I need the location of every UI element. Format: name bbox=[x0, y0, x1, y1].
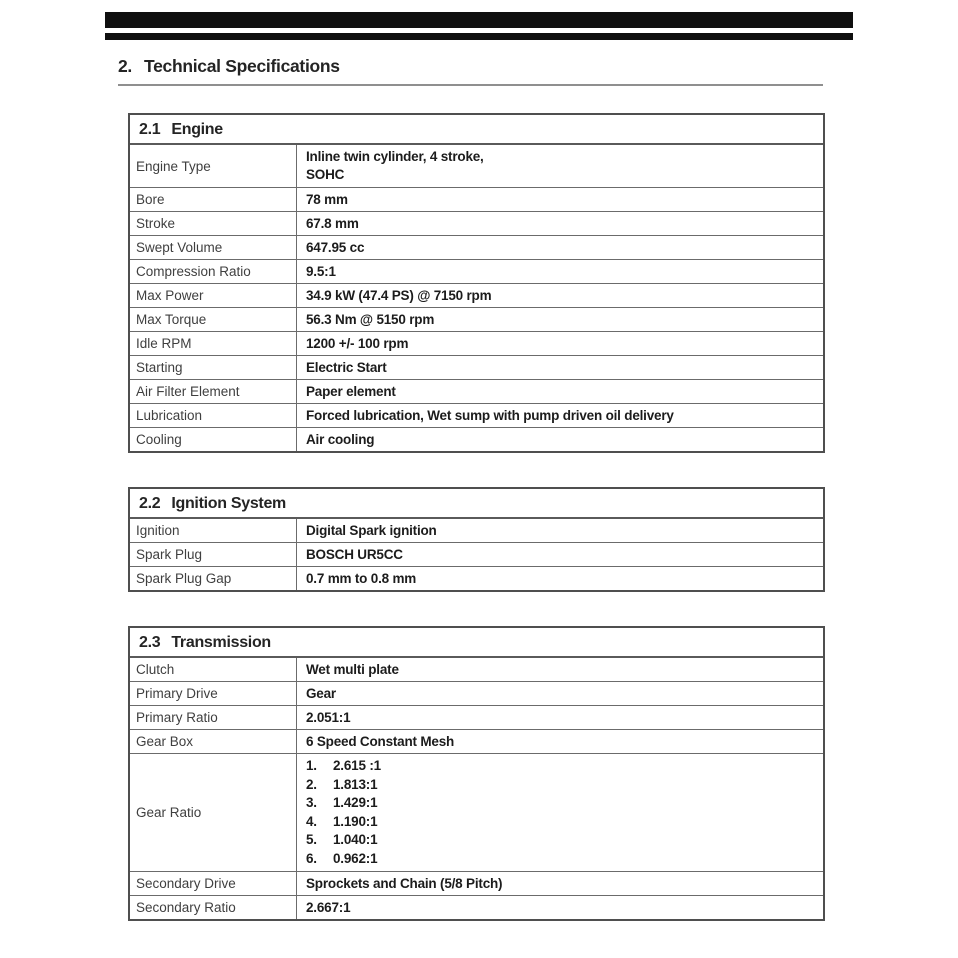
spec-row bbox=[130, 355, 823, 379]
spec-label: Secondary Drive bbox=[130, 872, 297, 895]
spec-table-engine bbox=[128, 113, 825, 453]
table-title-text: Engine bbox=[171, 121, 223, 138]
spec-row bbox=[130, 895, 823, 919]
spec-value: Sprockets and Chain (5/8 Pitch) bbox=[306, 876, 503, 891]
spec-value-line: SOHC bbox=[306, 167, 345, 182]
top-divider-bar-thick bbox=[105, 12, 853, 28]
spec-row bbox=[130, 658, 823, 681]
spec-value: Air cooling bbox=[306, 432, 375, 447]
spec-value: Wet multi plate bbox=[306, 662, 399, 677]
spec-label: Air Filter Element bbox=[130, 380, 297, 403]
page-title-text: Technical Specifications bbox=[144, 56, 340, 76]
spec-label: Bore bbox=[130, 188, 297, 211]
spec-label: Spark Plug bbox=[130, 543, 297, 566]
spec-value: 9.5:1 bbox=[306, 264, 336, 279]
spec-label: Compression Ratio bbox=[130, 260, 297, 283]
gear-ratio-value: 1.040:1 bbox=[333, 832, 378, 847]
gear-ratio-line bbox=[306, 757, 814, 776]
spec-row bbox=[130, 259, 823, 283]
spec-label: Stroke bbox=[130, 212, 297, 235]
spec-label: Spark Plug Gap bbox=[130, 567, 297, 590]
spec-value: Forced lubrication, Wet sump with pump driven oil delivery bbox=[306, 408, 674, 423]
spec-row bbox=[130, 566, 823, 590]
gear-ratio-value: 0.962:1 bbox=[333, 850, 378, 866]
spec-label: Max Power bbox=[130, 284, 297, 307]
spec-label: Gear Box bbox=[130, 730, 297, 753]
spec-value: 67.8 mm bbox=[306, 216, 359, 231]
gear-number: 6. bbox=[306, 850, 317, 866]
gear-ratio-value: 1.190:1 bbox=[333, 813, 378, 829]
spec-label: Primary Drive bbox=[130, 682, 297, 705]
spec-row bbox=[130, 519, 823, 542]
table-title bbox=[130, 115, 823, 145]
spec-table-ignition-system bbox=[128, 487, 825, 592]
spec-value: 647.95 cc bbox=[306, 240, 365, 255]
spec-label: Clutch bbox=[130, 658, 297, 681]
spec-row bbox=[130, 283, 823, 307]
gear-number: 2. bbox=[306, 776, 317, 792]
spec-label: Engine Type bbox=[130, 145, 297, 187]
table-title-number: 2.3 bbox=[139, 634, 161, 651]
gear-number: 5. bbox=[306, 832, 317, 847]
spec-row bbox=[130, 705, 823, 729]
spec-row bbox=[130, 753, 823, 871]
spec-row bbox=[130, 542, 823, 566]
gear-ratio-line bbox=[306, 794, 814, 813]
spec-table-transmission bbox=[128, 626, 825, 921]
spec-value: Digital Spark ignition bbox=[306, 523, 437, 538]
spec-value: 0.7 mm to 0.8 mm bbox=[306, 571, 417, 586]
table-title-number: 2.2 bbox=[139, 495, 161, 512]
spec-row bbox=[130, 145, 823, 187]
gear-ratio-line bbox=[306, 813, 814, 832]
gear-ratio-value: 1.813:1 bbox=[333, 776, 378, 792]
spec-row bbox=[130, 331, 823, 355]
top-divider-bar-thin bbox=[105, 33, 853, 40]
table-title-text: Ignition System bbox=[171, 495, 286, 512]
spec-label: Max Torque bbox=[130, 308, 297, 331]
spec-label: Ignition bbox=[130, 519, 297, 542]
page-title-number: 2. bbox=[118, 56, 132, 76]
spec-value: 78 mm bbox=[306, 192, 348, 207]
table-title-number: 2.1 bbox=[139, 121, 161, 138]
spec-value: 34.9 kW (47.4 PS) @ 7150 rpm bbox=[306, 288, 492, 303]
spec-label: Cooling bbox=[130, 428, 297, 451]
gear-number: 4. bbox=[306, 813, 317, 829]
gear-number: 1. bbox=[306, 758, 317, 773]
spec-row bbox=[130, 211, 823, 235]
spec-row bbox=[130, 187, 823, 211]
spec-row bbox=[130, 307, 823, 331]
spec-value: 56.3 Nm @ 5150 rpm bbox=[306, 312, 435, 327]
spec-row bbox=[130, 403, 823, 427]
spec-value: BOSCH UR5CC bbox=[306, 547, 403, 562]
spec-value: 6 Speed Constant Mesh bbox=[306, 734, 455, 749]
table-title bbox=[130, 489, 823, 519]
gear-ratio-line bbox=[306, 831, 814, 850]
table-title bbox=[130, 628, 823, 658]
heading-underline bbox=[118, 84, 823, 86]
gear-ratio-line bbox=[306, 776, 814, 795]
spec-value bbox=[297, 754, 823, 871]
spec-value bbox=[297, 145, 823, 187]
spec-value: Paper element bbox=[306, 384, 396, 399]
spec-row bbox=[130, 235, 823, 259]
spec-label: Lubrication bbox=[130, 404, 297, 427]
spec-row bbox=[130, 871, 823, 895]
spec-label: Secondary Ratio bbox=[130, 896, 297, 919]
gear-ratio-value: 1.429:1 bbox=[333, 795, 378, 810]
spec-label: Idle RPM bbox=[130, 332, 297, 355]
gear-ratio-value: 2.615 :1 bbox=[333, 758, 381, 773]
table-title-text: Transmission bbox=[171, 634, 271, 651]
gear-ratio-line bbox=[306, 850, 814, 869]
spec-value: 2.051:1 bbox=[306, 710, 351, 725]
gear-number: 3. bbox=[306, 795, 317, 810]
spec-row bbox=[130, 427, 823, 451]
spec-label: Swept Volume bbox=[130, 236, 297, 259]
spec-label: Primary Ratio bbox=[130, 706, 297, 729]
spec-value: Gear bbox=[306, 686, 336, 701]
spec-value-line: Inline twin cylinder, 4 stroke, bbox=[306, 149, 484, 164]
spec-row bbox=[130, 681, 823, 705]
spec-value: 1200 +/- 100 rpm bbox=[306, 336, 409, 351]
spec-label: Starting bbox=[130, 356, 297, 379]
page-title bbox=[118, 55, 340, 77]
spec-value: Electric Start bbox=[306, 360, 387, 375]
spec-value: 2.667:1 bbox=[306, 900, 351, 915]
spec-row bbox=[130, 729, 823, 753]
spec-tables bbox=[128, 113, 825, 955]
spec-row bbox=[130, 379, 823, 403]
spec-label: Gear Ratio bbox=[130, 754, 297, 871]
